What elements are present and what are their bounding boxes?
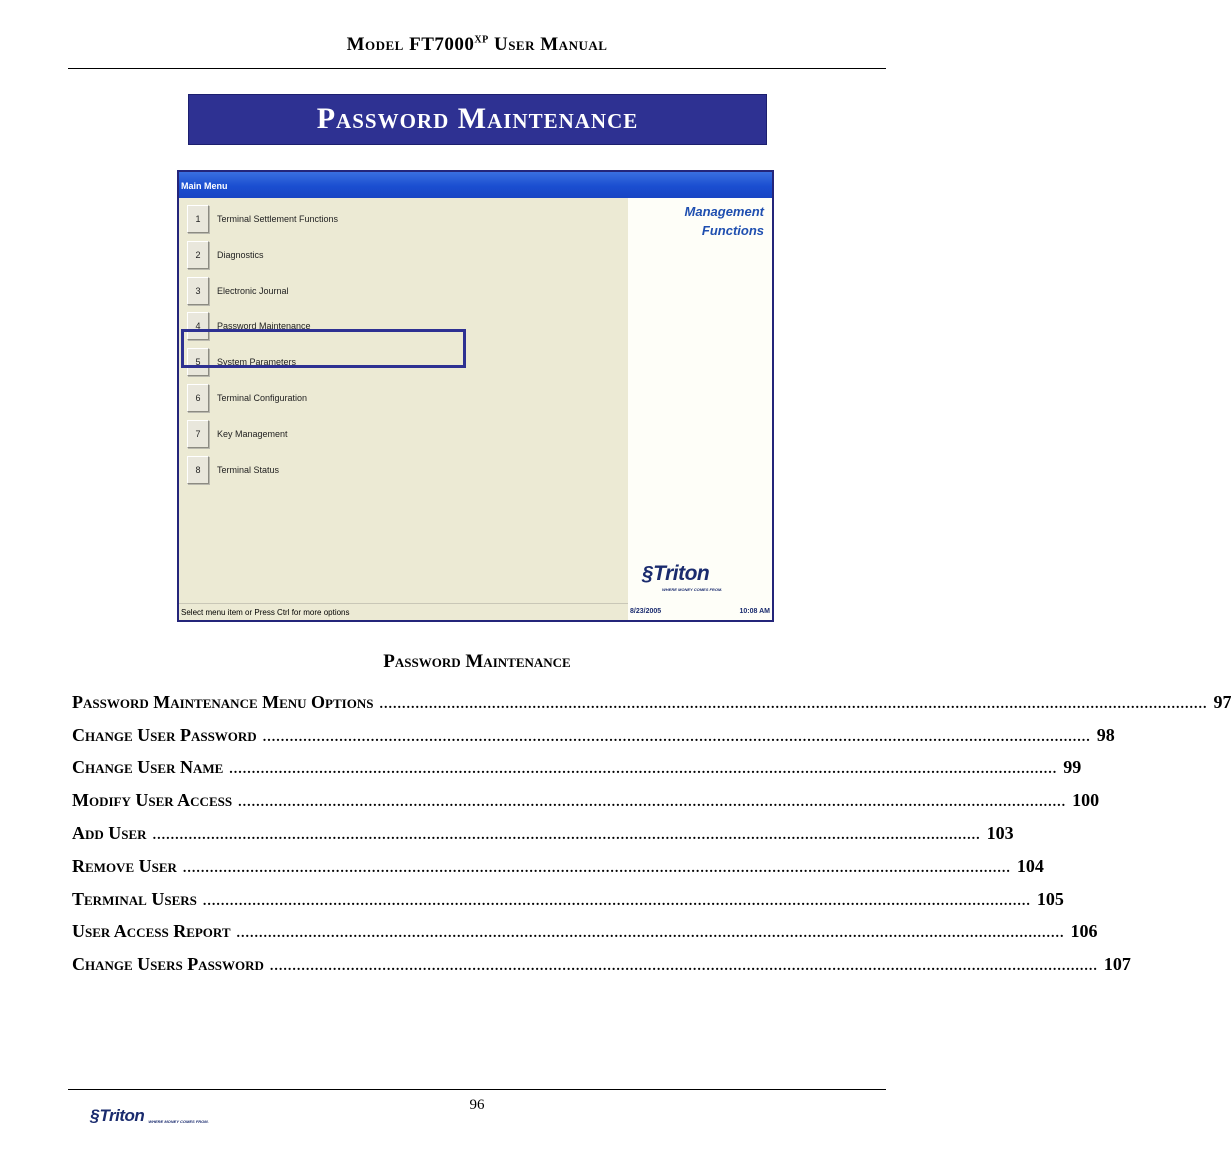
menu-label: Password Maintenance — [217, 321, 311, 331]
screen-titlebar: Main Menu — [179, 172, 772, 198]
toc-page: 104 — [1016, 856, 1044, 876]
highlight-box — [181, 329, 466, 368]
menu-label: Terminal Configuration — [217, 393, 308, 403]
toc-row — [72, 889, 1064, 913]
toc-page: 99 — [1063, 757, 1082, 777]
triton-logo — [642, 562, 709, 586]
menu-item-key-management[interactable] — [187, 420, 607, 448]
menu-key[interactable]: 7 — [187, 420, 209, 448]
toc-dots: ........................................................................................................................................................................................ — [238, 795, 1067, 810]
toc-dots: ........................................................................................................................................................................................ — [202, 894, 1031, 909]
main-menu-screenshot — [177, 170, 774, 622]
menu-item-terminal-configuration[interactable] — [187, 384, 607, 412]
toc-title: Password Maintenance Menu Options — [72, 692, 374, 712]
toc-row — [72, 921, 1098, 945]
toc-page: 103 — [986, 823, 1014, 843]
menu-item-electronic-journal[interactable] — [187, 277, 607, 305]
menu-label: Terminal Settlement Functions — [217, 214, 339, 224]
side-title-line2: Functions — [701, 223, 764, 238]
menu-key[interactable]: 8 — [187, 456, 209, 484]
toc-row — [72, 725, 1115, 749]
menu-item-terminal-settlement[interactable] — [187, 205, 607, 233]
toc-dots: ........................................................................................................................................................................................ — [262, 730, 1091, 745]
menu-label: Key Management — [217, 429, 288, 439]
header-rule — [68, 68, 886, 69]
header-model: Model FT7000 — [346, 34, 475, 55]
footer-rule — [68, 1089, 886, 1090]
toc-title: Modify User Access — [72, 790, 233, 810]
triton-mark-icon: § — [642, 562, 654, 585]
menu-label: System Parameters — [217, 357, 297, 367]
side-panel — [628, 198, 772, 603]
toc-page: 106 — [1070, 921, 1098, 941]
toc-row — [72, 823, 1014, 847]
toc-title: Change User Name — [72, 757, 224, 777]
section-title-banner: Password Maintenance — [188, 94, 767, 145]
footer-triton-logo-text: Triton — [99, 1106, 145, 1125]
screen-status-bar: Select menu item or Press Ctrl for more options — [179, 603, 628, 620]
toc-title: Change Users Password — [72, 954, 264, 974]
toc-dots: ........................................................................................................................................................................................ — [152, 828, 981, 843]
toc-dots: ........................................................................................................................................................................................ — [182, 861, 1011, 876]
menu-panel — [179, 198, 628, 603]
toc-dots: ........................................................................................................................................................................................ — [229, 762, 1058, 777]
figure-caption: Password Maintenance — [383, 651, 571, 672]
menu-label: Electronic Journal — [217, 286, 289, 296]
menu-key[interactable]: 2 — [187, 241, 209, 269]
footer-triton-logo-tagline: WHERE MONEY COMES FROM. — [148, 1118, 209, 1124]
toc-page: 107 — [1103, 954, 1131, 974]
menu-key[interactable]: 5 — [187, 348, 209, 376]
screen-status-datetime — [628, 603, 772, 620]
running-header — [0, 34, 954, 56]
toc-row — [72, 757, 1082, 781]
toc-title: Add User — [72, 823, 147, 843]
menu-item-diagnostics[interactable] — [187, 241, 607, 269]
menu-key[interactable]: 3 — [187, 277, 209, 305]
status-time: 10:08 AM — [739, 608, 770, 615]
toc-page: 100 — [1072, 790, 1100, 810]
menu-label: Terminal Status — [217, 465, 280, 475]
menu-label: Diagnostics — [217, 250, 264, 260]
toc-row — [72, 954, 1131, 978]
toc-page: 97 — [1213, 692, 1231, 712]
footer-triton-logo — [90, 1106, 209, 1126]
toc-row — [72, 790, 1100, 814]
toc-page: 105 — [1036, 889, 1064, 909]
toc-row — [72, 692, 1231, 716]
menu-key[interactable]: 1 — [187, 205, 209, 233]
toc-dots: ........................................................................................................................................................................................ — [269, 959, 1098, 974]
menu-key[interactable]: 4 — [187, 312, 209, 340]
toc-dots: ........................................................................................................................................................................................ — [379, 697, 1208, 712]
toc-page: 98 — [1096, 725, 1115, 745]
side-panel-title — [685, 202, 764, 240]
toc-title: Remove User — [72, 856, 177, 876]
menu-item-terminal-status[interactable] — [187, 456, 607, 484]
footer-triton-mark-icon: § — [90, 1106, 100, 1125]
status-date: 8/23/2005 — [630, 608, 662, 615]
toc-title: Terminal Users — [72, 889, 197, 909]
toc-title: Change User Password — [72, 725, 257, 745]
header-suffix: User Manual — [493, 34, 608, 55]
side-title-line1: Management — [684, 204, 764, 219]
triton-logo-tagline: WHERE MONEY COMES FROM. — [662, 587, 723, 592]
toc-title: User Access Report — [72, 921, 231, 941]
toc-row — [72, 856, 1044, 880]
header-superscript: XP — [474, 34, 489, 46]
toc-dots: ........................................................................................................................................................................................ — [236, 926, 1065, 941]
page-number: 96 — [469, 1097, 485, 1113]
triton-logo-text: Triton — [653, 562, 710, 585]
menu-key[interactable]: 6 — [187, 384, 209, 412]
